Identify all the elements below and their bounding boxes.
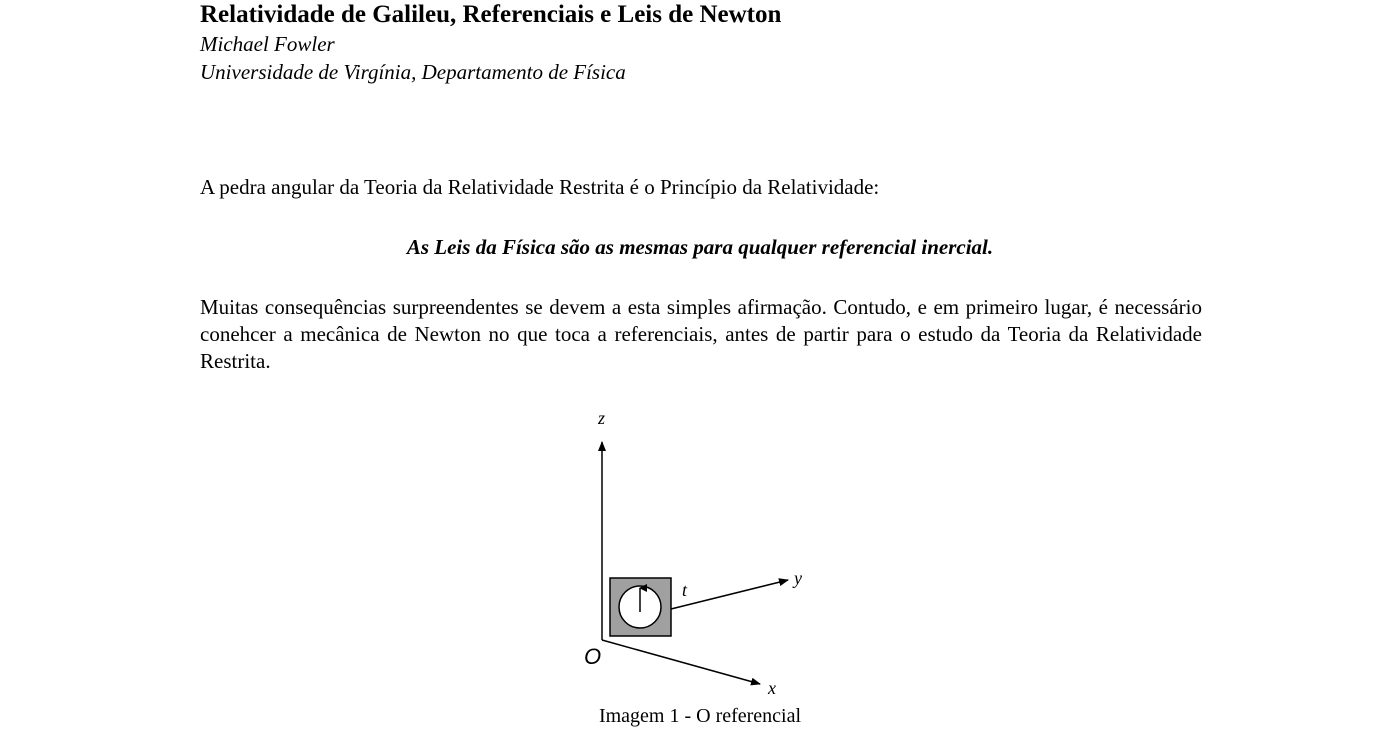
author-affiliation: Universidade de Virgínia, Departamento de Física: [200, 60, 626, 84]
figure-caption: Imagem 1 - O referencial: [598, 705, 802, 727]
intro-sentence: A pedra angular da Teoria da Relatividade Restrita é o Princípio da Relatividade:: [200, 175, 880, 199]
x-axis: [602, 640, 760, 684]
y-axis: [671, 580, 788, 609]
relativity-principle-statement: As Leis da Física são as mesmas para qualquer referencial inercial.: [406, 235, 994, 259]
y-axis-label: y: [794, 568, 802, 588]
z-axis-label: z: [598, 408, 606, 428]
x-axis-label: x: [768, 678, 776, 698]
reference-frame-diagram: [560, 400, 840, 700]
body-paragraph: Muitas consequências surpreendentes se devem a esta simples afirmação. Contudo, e em primeiro lugar, é necessário conehcer a mecânica de Newton no que toca a referenciais, antes de partir para o estudo da Teoria da Relatividade Restrita.: [200, 295, 1202, 373]
document-title: Relatividade de Galileu, Referenciais e Leis de Newton: [200, 1, 782, 28]
author-name: Michael Fowler: [200, 32, 335, 56]
origin-label: O: [584, 644, 602, 669]
time-label: t: [682, 580, 688, 600]
reference-frame-figure: [560, 400, 840, 700]
